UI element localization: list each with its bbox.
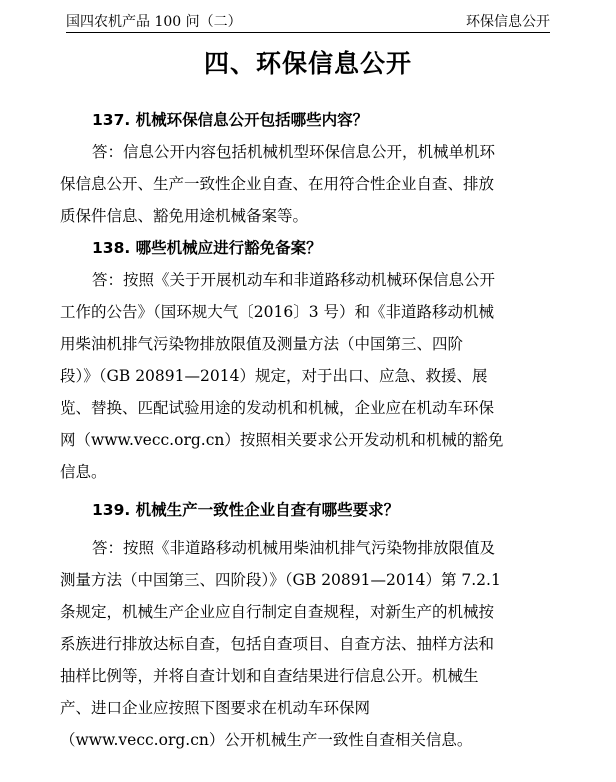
question-139: 139. 机械生产一致性企业自查有哪些要求？ [92, 501, 400, 519]
answer-138-line-6: 网（www.vecc.org.cn）按照相关要求公开发动机和机械的豁免 [60, 431, 504, 449]
header-section-title: 环保信息公开 [466, 14, 550, 30]
question-137: 137. 机械环保信息公开包括哪些内容？ [92, 111, 369, 129]
answer-139-line-5: 抽样比例等，并将自查计划和自查结果进行信息公开。机械生 [60, 667, 479, 685]
answer-138-line-2: 工作的公告》（国环规大气〔2016〕3 号）和《非道路移动机械 [60, 303, 494, 321]
answer-139-line-6: 产、进口企业应按照下图要求在机动车环保网 [60, 699, 371, 717]
answer-138-line-7: 信息。 [60, 463, 107, 481]
answer-138-line-3: 用柴油机排气污染物排放限值及测量方法（中国第三、四阶 [60, 335, 464, 353]
section-title: 四、环保信息公开 [203, 49, 412, 78]
header-book-title: 国四农机产品 100 问（二） [66, 14, 242, 30]
answer-139-line-3: 条规定，机械生产企业应自行制定自查规程，对新生产的机械按 [60, 603, 495, 621]
answer-138-line-1: 答：按照《关于开展机动车和非道路移动机械环保信息公开 [92, 271, 496, 289]
answer-138-line-4: 段）》（GB 20891—2014）规定，对于出口、应急、救援、展 [60, 367, 488, 385]
answer-137-line-2: 保信息公开、生产一致性企业自查、在用符合性企业自查、排放 [60, 175, 495, 193]
document-body [60, 104, 558, 756]
answer-139-line-1: 答：按照《非道路移动机械用柴油机排气污染物排放限值及 [92, 539, 496, 557]
answer-138-line-5: 览、替换、匹配试验用途的发动机和机械，企业应在机动车环保 [60, 399, 495, 417]
answer-139-line-2: 测量方法（中国第三、四阶段）》（GB 20891—2014）第 7.2.1 [60, 571, 501, 589]
answer-137-line-3: 质保件信息、豁免用途机械备案等。 [60, 207, 309, 225]
answer-137-line-1: 答：信息公开内容包括机械机型环保信息公开，机械单机环 [92, 143, 496, 161]
running-header [66, 6, 550, 33]
answer-139-line-7: （www.vecc.org.cn）公开机械生产一致性自查相关信息。 [60, 731, 473, 749]
answer-139-line-4: 系族进行排放达标自查，包括自查项目、自查方法、抽样方法和 [60, 635, 495, 653]
question-138: 138. 哪些机械应进行豁免备案？ [92, 239, 322, 257]
